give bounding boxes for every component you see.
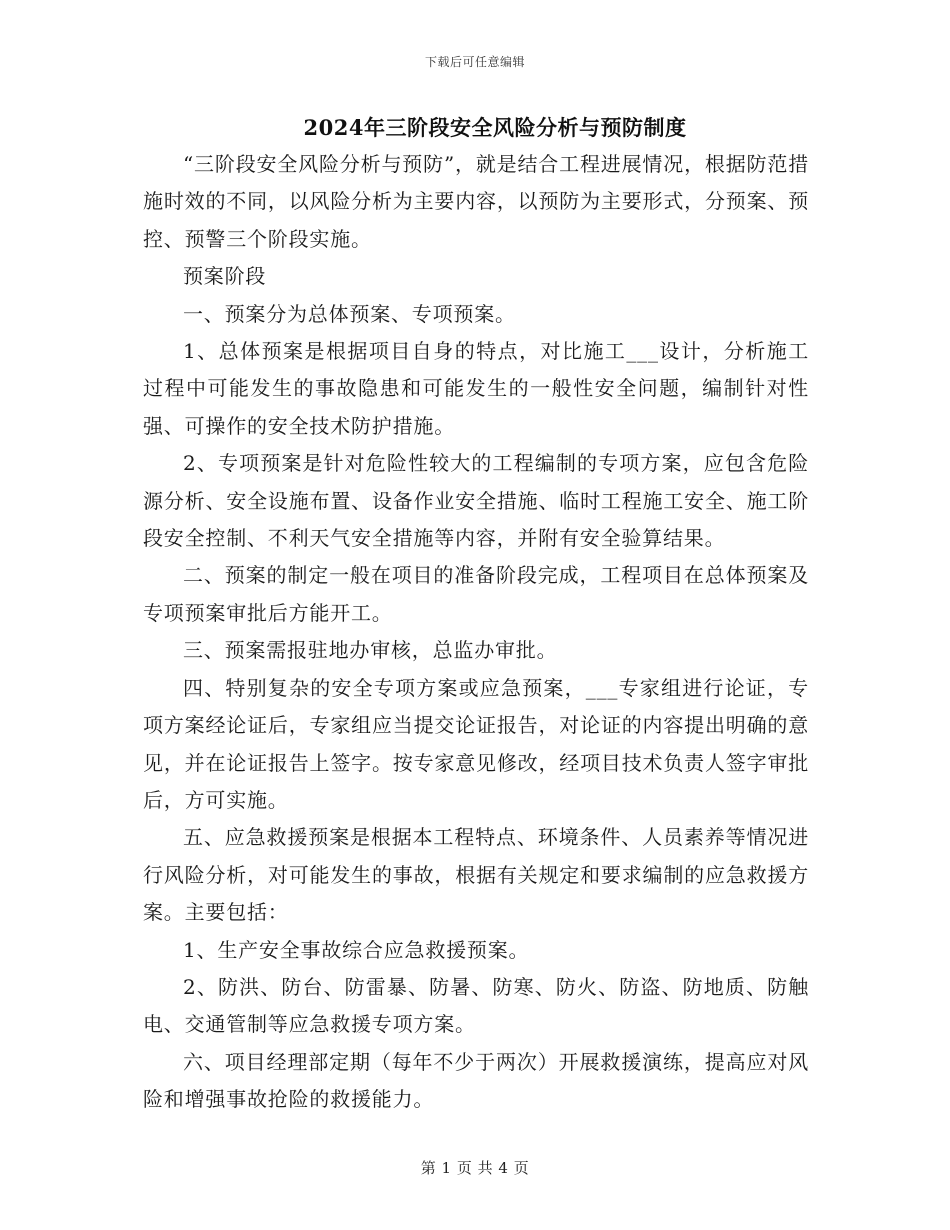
page-indicator: 第 1 页 共 4 页 xyxy=(420,1159,530,1177)
header-note: 下载后可任意编辑 xyxy=(424,55,525,69)
paragraph-item-1-2: 2、专项预案是针对危险性较大的工程编制的专项方案，应包含危险源分析、安全设施布置、设备作业安全措施、临时工程施工安全、施工阶段安全控制、不利天气安全措施等内容，并附有安全验算结果。 xyxy=(143,451,809,551)
document-body xyxy=(143,146,809,1119)
paragraph-item-5-1: 1、生产安全事故综合应急救援预案。 xyxy=(183,937,530,962)
paragraph-item-1-1: 1、总体预案是根据项目自身的特点，对比施工___设计，分析施工过程中可能发生的事故隐患和可能发生的一般性安全问题，编制针对性强、可操作的安全技术防护措施。 xyxy=(143,339,809,438)
paragraph-item-2: 二、预案的制定一般在项目的准备阶段完成，工程项目在总体预案及专项预案审批后方能开工。 xyxy=(143,563,809,625)
paragraph-item-5: 五、应急救援预案是根据本工程特点、环境条件、人员素养等情况进行风险分析，对可能发生的事故，根据有关规定和要求编制的应急救援方案。主要包括： xyxy=(143,825,809,925)
paragraph-intro: “三阶段安全风险分析与预防”，就是结合工程进展情况，根据防范措施时效的不同，以风险分析为主要内容，以预防为主要形式，分预案、预控、预警三个阶段实施。 xyxy=(143,152,809,251)
paragraph-item-4: 四、特别复杂的安全专项方案或应急预案，___专家组进行论证，专项方案经论证后，专家组应当提交论证报告，对论证的内容提出明确的意见，并在论证报告上签字。按专家意见修改，经项目技术负责人签字审批后，方可实施。 xyxy=(143,675,809,812)
paragraph-item-5-2: 2、防洪、防台、防雷暴、防暑、防寒、防火、防盗、防地质、防触电、交通管制等应急救援专项方案。 xyxy=(143,974,809,1037)
document-title: 2024年三阶段安全风险分析与预防制度 xyxy=(303,115,687,140)
paragraph-section-heading: 预案阶段 xyxy=(183,264,267,289)
paragraph-item-6: 六、项目经理部定期（每年不少于两次）开展救援演练，提高应对风险和增强事故抢险的救援能力。 xyxy=(143,1049,809,1112)
paragraph-item-1: 一、预案分为总体预案、专项预案。 xyxy=(183,301,516,326)
paragraph-item-3: 三、预案需报驻地办审核，总监办审批。 xyxy=(183,638,558,663)
